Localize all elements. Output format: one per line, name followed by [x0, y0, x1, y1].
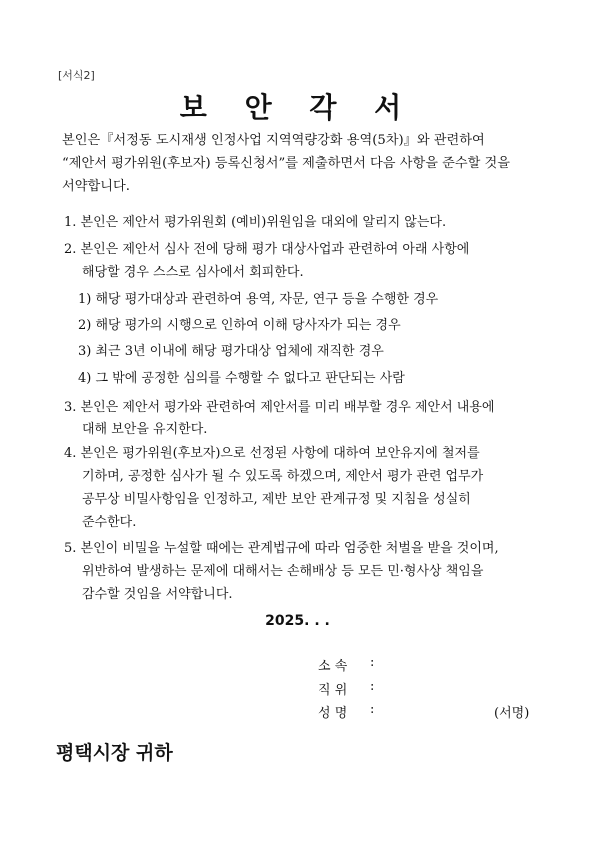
signature-mark: (서명) — [494, 706, 530, 721]
pledge-item-4-cont: 기하며, 공정한 심사가 될 수 있도록 하겠으며, 제안서 평가 관련 업무가 — [82, 469, 484, 484]
affiliation-colon: : — [370, 655, 375, 670]
pledge-item-2-cont: 해당할 경우 스스로 심사에서 회피한다. — [82, 265, 304, 280]
intro-line: 서약합니다. — [62, 179, 130, 194]
addressee: 평택시장 귀하 — [56, 742, 173, 764]
sub-item-3: 3) 최근 3년 이내에 해당 평가대상 업체에 재직한 경우 — [78, 344, 384, 359]
intro-line: “제안서 평가위원(후보자) 등록신청서”를 제출하면서 다음 사항을 준수할 것을 — [62, 156, 511, 171]
intro-paragraph — [62, 129, 548, 198]
document-title: 보 안 각 서 — [179, 91, 416, 124]
sub-item-2: 2) 해당 평가의 시행으로 인하여 이해 당사자가 되는 경우 — [78, 318, 401, 333]
position-label: 직 위 — [318, 683, 348, 698]
position-colon: : — [370, 679, 375, 694]
pledge-item-4-cont: 공무상 비밀사항임을 인정하고, 제반 보안 관계규정 및 지침을 성실히 — [82, 492, 471, 507]
pledge-item-4-cont: 준수한다. — [82, 515, 137, 530]
sub-item-4: 4) 그 밖에 공정한 심의를 수행할 수 없다고 판단되는 사람 — [78, 371, 405, 386]
affiliation-label: 소 속 — [318, 659, 348, 674]
name-colon: : — [370, 702, 375, 717]
form-number: [서식2] — [58, 69, 95, 82]
pledge-item-5: 5. 본인이 비밀을 누설할 때에는 관계법규에 따라 엄중한 처벌을 받을 것이며, — [64, 541, 499, 556]
pledge-item-5-cont: 위반하여 발생하는 문제에 대해서는 손해배상 등 모든 민·형사상 책임을 — [82, 564, 484, 579]
intro-line: 본인은『서정동 도시재생 인정사업 지역역량강화 용역(5차)』와 관련하여 — [62, 133, 485, 148]
pledge-item-3-cont: 대해 보안을 유지한다. — [82, 422, 208, 437]
name-label: 성 명 — [318, 706, 348, 721]
date-line: 2025. . . — [265, 613, 330, 629]
pledge-item-1: 1. 본인은 제안서 평가위원회 (예비)위원임을 대외에 알리지 않는다. — [64, 215, 447, 230]
sub-item-1: 1) 해당 평가대상과 관련하여 용역, 자문, 연구 등을 수행한 경우 — [78, 292, 439, 307]
pledge-item-4: 4. 본인은 평가위원(후보자)으로 선정된 사항에 대하여 보안유지에 철저를 — [64, 446, 480, 461]
pledge-item-5-cont: 감수할 것임을 서약합니다. — [82, 587, 233, 602]
pledge-item-3: 3. 본인은 제안서 평가와 관련하여 제안서를 미리 배부할 경우 제안서 내용에 — [64, 400, 495, 415]
pledge-item-2: 2. 본인은 제안서 심사 전에 당해 평가 대상사업과 관련하여 아래 사항에 — [64, 242, 470, 257]
